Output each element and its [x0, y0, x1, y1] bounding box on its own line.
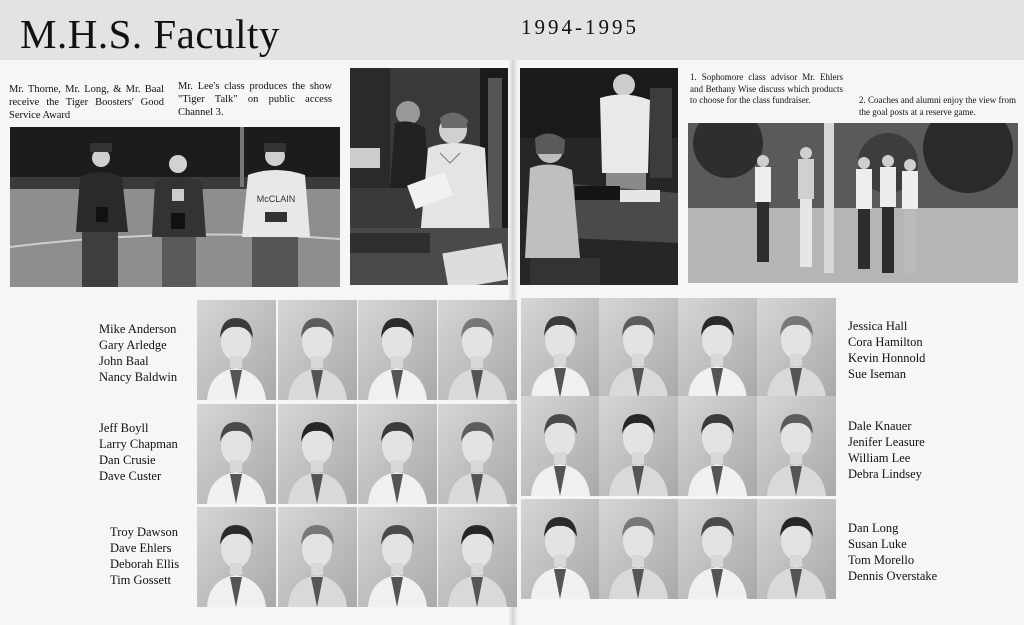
sweatshirt-lettering: McCLAIN	[256, 194, 296, 204]
faculty-portrait	[757, 499, 836, 599]
names-group-6	[848, 520, 937, 584]
faculty-portrait	[521, 396, 600, 496]
name-mike-anderson: Mike Anderson	[99, 322, 177, 336]
names-group-1	[99, 321, 177, 385]
faculty-portrait	[599, 298, 678, 398]
name-larry-chapman: Larry Chapman	[99, 437, 178, 451]
faculty-portrait	[678, 396, 757, 496]
name-jessica-hall: Jessica Hall	[848, 319, 908, 333]
name-dale-knauer: Dale Knauer	[848, 419, 912, 433]
name-william-lee: William Lee	[848, 451, 911, 465]
name-gary-arledge: Gary Arledge	[99, 338, 167, 352]
name-troy-dawson: Troy Dawson	[110, 525, 178, 539]
faculty-portrait	[358, 507, 437, 607]
name-dennis-overstake: Dennis Overstake	[848, 569, 938, 583]
photo-fundraiser-discussion	[520, 68, 678, 285]
faculty-portrait	[278, 300, 357, 400]
name-kevin-honnold: Kevin Honnold	[848, 351, 926, 365]
faculty-portrait	[197, 300, 276, 400]
name-nancy-baldwin: Nancy Baldwin	[99, 370, 178, 384]
names-group-3	[110, 524, 179, 588]
faculty-portrait	[678, 499, 757, 599]
name-dan-crusie: Dan Crusie	[99, 453, 156, 467]
faculty-portrait	[678, 298, 757, 398]
faculty-portrait	[438, 404, 517, 504]
faculty-portrait	[521, 298, 600, 398]
faculty-portrait	[521, 499, 600, 599]
photo-goalposts	[688, 123, 1018, 283]
caption-goalposts: 2. Coaches and alumni enjoy the view from the goal posts at a reserve game.	[859, 95, 1016, 117]
names-group-2	[99, 420, 178, 484]
name-jeff-boyll: Jeff Boyll	[99, 421, 149, 435]
photo-tiger-talk	[350, 68, 508, 285]
name-debra-lindsey: Debra Lindsey	[848, 467, 922, 481]
name-dave-custer: Dave Custer	[99, 469, 162, 483]
name-sue-iseman: Sue Iseman	[848, 367, 906, 381]
page-title: M.H.S. Faculty	[20, 11, 280, 57]
faculty-portrait	[278, 404, 357, 504]
name-susan-luke: Susan Luke	[848, 537, 907, 551]
faculty-portrait	[599, 396, 678, 496]
name-tim-gossett: Tim Gossett	[110, 573, 172, 587]
name-cora-hamilton: Cora Hamilton	[848, 335, 923, 349]
names-group-5	[848, 418, 925, 482]
name-john-baal: John Baal	[99, 354, 149, 368]
school-year: 1994-1995	[521, 15, 639, 39]
names-group-4	[848, 318, 925, 382]
name-dave-ehlers: Dave Ehlers	[110, 541, 172, 555]
faculty-portrait	[197, 404, 276, 504]
faculty-portrait	[438, 507, 517, 607]
faculty-portrait	[599, 499, 678, 599]
name-deborah-ellis: Deborah Ellis	[110, 557, 180, 571]
name-tom-morello: Tom Morello	[848, 553, 915, 567]
faculty-portrait	[757, 396, 836, 496]
photo-award-ceremony	[10, 127, 340, 287]
faculty-portrait	[197, 507, 276, 607]
caption-tiger-talk: Mr. Lee's class produces the show "Tiger Talk" on public access Channel 3.	[178, 81, 332, 118]
name-jenifer-leasure: Jenifer Leasure	[848, 435, 925, 449]
faculty-portrait	[358, 404, 437, 504]
faculty-portrait	[757, 298, 836, 398]
caption-fundraiser: 1. Sophomore class advisor Mr. Ehlers and Bethany Wise discuss which products to choose for the class fundraiser.	[690, 72, 843, 105]
caption-award: Mr. Thorne, Mr. Long, & Mr. Baal receive the Tiger Boosters' Good Service Award	[9, 84, 164, 121]
name-dan-long: Dan Long	[848, 521, 899, 535]
faculty-portrait	[438, 300, 517, 400]
faculty-portrait	[358, 300, 437, 400]
faculty-portrait	[278, 507, 357, 607]
